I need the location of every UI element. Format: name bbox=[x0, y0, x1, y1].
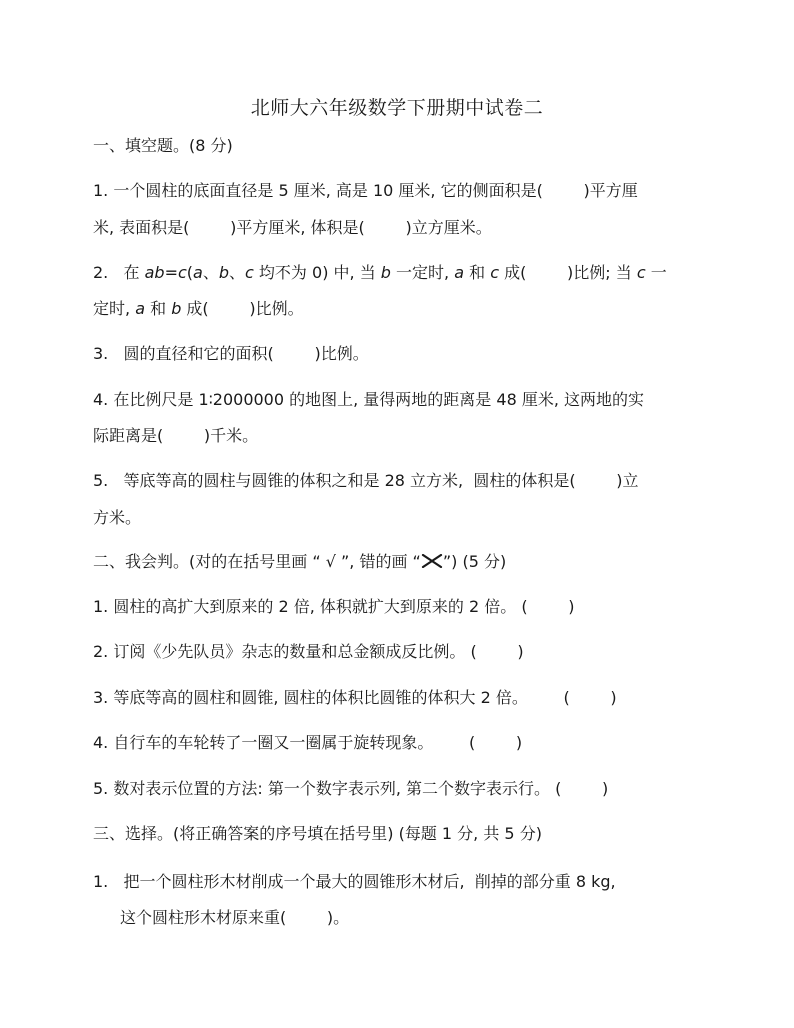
question-1-1-line-1: 1. 一个圆柱的底面直径是 5 厘米, 高是 10 厘米, 它的侧面积是( )平方厘 bbox=[93, 181, 638, 200]
text: 成( )比例。 bbox=[181, 299, 304, 318]
question-2-1: 1. 圆柱的高扩大到原来的 2 倍, 体积就扩大到原来的 2 倍。 ( ) bbox=[93, 597, 575, 616]
math-var: b bbox=[380, 263, 391, 282]
page-title: 北师大六年级数学下册期中试卷二 bbox=[250, 97, 544, 119]
question-1-4-line-1: 4. 在比例尺是 1∶2000000 的地图上, 量得两地的距离是 48 厘米, 这两地的实 bbox=[93, 390, 645, 409]
question-3-1-line-2: 这个圆柱形木材原来重( )。 bbox=[120, 908, 350, 927]
math-var: c bbox=[245, 263, 254, 282]
math-var: b bbox=[171, 299, 182, 318]
text: 一 bbox=[645, 263, 667, 282]
question-2-4: 4. 自行车的车轮转了一圈又一圈属于旋转现象。 ( ) bbox=[93, 733, 523, 752]
math-var: c bbox=[636, 263, 646, 282]
math-var: b bbox=[218, 263, 230, 282]
math-var: a bbox=[193, 263, 203, 282]
question-2-3: 3. 等底等高的圆柱和圆锥, 圆柱的体积比圆锥的体积大 2 倍。 ( ) bbox=[93, 688, 617, 707]
question-2-5: 5. 数对表示位置的方法: 第一个数字表示列, 第二个数字表示行。 ( ) bbox=[93, 779, 609, 798]
text: 、 bbox=[229, 263, 246, 282]
text: 二、我会判。(对的在括号里画 “ √ ”, 错的画 “ bbox=[93, 552, 421, 571]
question-1-2-line-2 bbox=[93, 298, 304, 320]
cross-mark-icon bbox=[421, 554, 443, 568]
math-var: a bbox=[454, 263, 465, 282]
question-1-5-line-1: 5. 等底等高的圆柱与圆锥的体积之和是 28 立方米, 圆柱的体积是( )立 bbox=[93, 471, 639, 490]
section-2-heading bbox=[93, 551, 506, 573]
text: ( bbox=[186, 263, 194, 282]
section-1-heading: 一、填空题。(8 分) bbox=[93, 136, 233, 155]
text: ”) (5 分) bbox=[442, 552, 507, 571]
question-3-1-line-1: 1. 把一个圆柱形木材削成一个最大的圆锥形木材后, 削掉的部分重 8 kg, bbox=[93, 872, 616, 891]
text: 和 bbox=[464, 263, 491, 282]
math-var: a bbox=[135, 299, 145, 318]
math-var: ab=c bbox=[144, 263, 187, 282]
text: 定时, bbox=[93, 299, 136, 318]
text: 2. 在 bbox=[93, 263, 145, 282]
question-1-4-line-2: 际距离是( )千米。 bbox=[93, 426, 259, 445]
text: 成( )比例; 当 bbox=[499, 263, 637, 282]
text: 、 bbox=[202, 263, 219, 282]
question-2-2: 2. 订阅《少先队员》杂志的数量和总金额成反比例。 ( ) bbox=[93, 642, 524, 661]
math-var: c bbox=[490, 263, 500, 282]
question-1-1-line-2: 米, 表面积是( )平方厘米, 体积是( )立方厘米。 bbox=[93, 218, 492, 237]
question-1-5-line-2: 方米。 bbox=[93, 508, 142, 527]
text: 和 bbox=[145, 299, 172, 318]
question-1-2-line-1 bbox=[93, 262, 667, 284]
question-1-3: 3. 圆的直径和它的面积( )比例。 bbox=[93, 344, 369, 363]
text: 均不为 0) 中, 当 bbox=[253, 263, 381, 282]
section-3-heading: 三、选择。(将正确答案的序号填在括号里) (每题 1 分, 共 5 分) bbox=[93, 824, 542, 843]
text: 一定时, bbox=[390, 263, 455, 282]
